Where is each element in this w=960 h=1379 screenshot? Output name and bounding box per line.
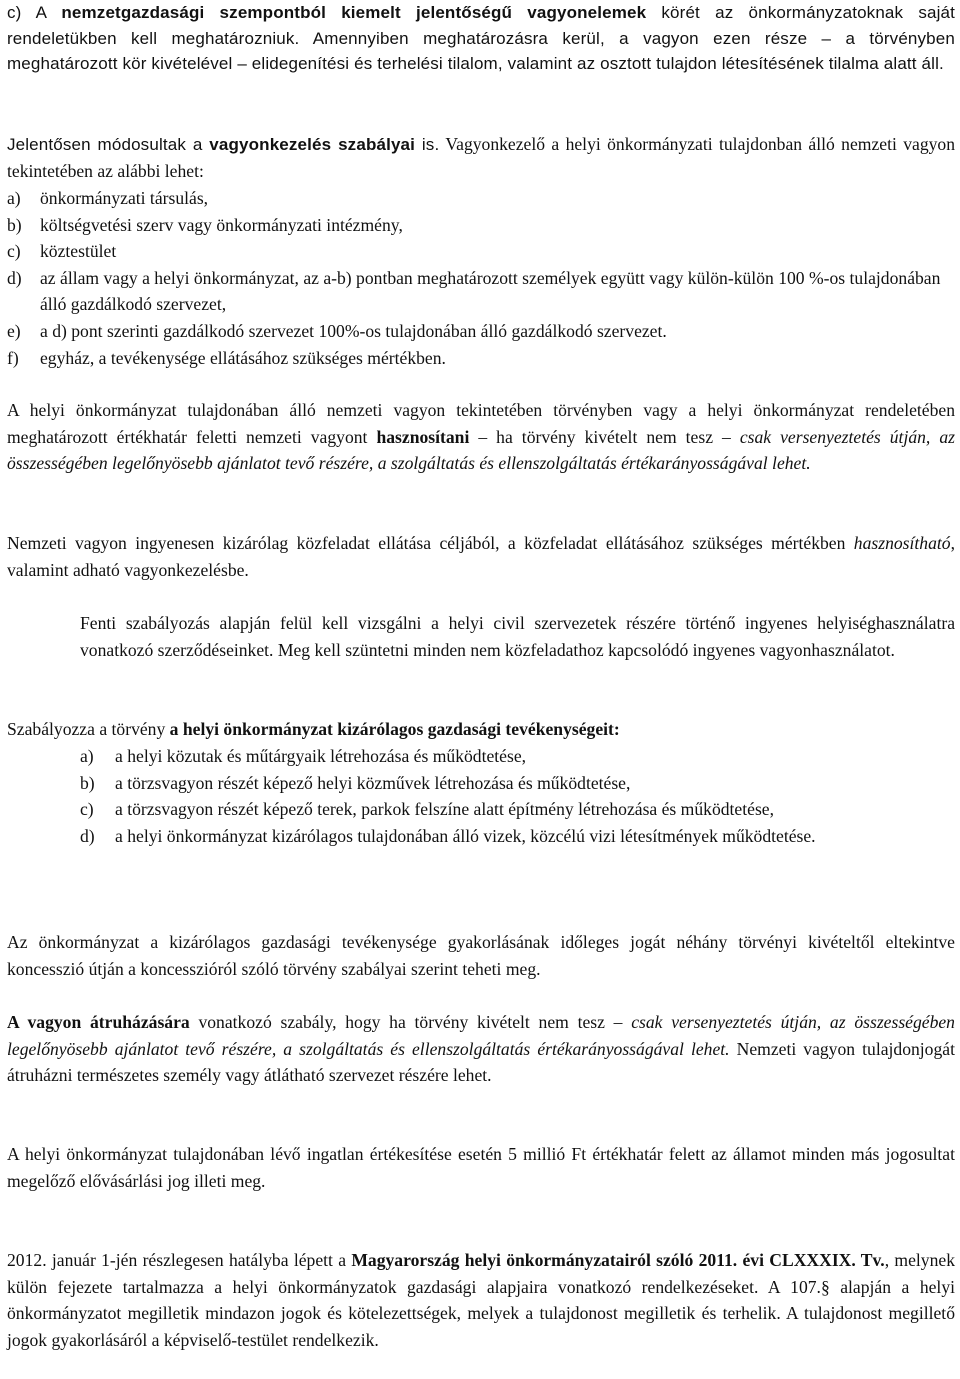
list-text: a helyi önkormányzat kizárólagos tulajdonában álló vizek, közcélú vizi létesítmények működtetése.	[115, 825, 816, 846]
paragraph-national-assets	[7, 0, 955, 77]
list-item	[7, 185, 955, 212]
p1-post: körét az	[646, 3, 734, 22]
p3-bold: hasznosítani	[376, 426, 470, 447]
list-item	[7, 265, 955, 318]
p10-prefix: 2012. január 1-jén részlegesen hatályba lépett a	[7, 1250, 352, 1270]
p4-italic: hasznosítható	[853, 533, 951, 553]
p5-text: Fenti szabályozás alapján felül kell vizsgálni a helyi civil szervezetek részére történő ingyenes helyiséghasználatra vonatkozó szerződéseinket. Meg kell szüntetni minden nem közfeladathoz kapcsolódó ingyenes vagyonhasználatot.	[80, 613, 955, 660]
list-label: a)	[80, 746, 94, 766]
list-text: a d) pont szerinti gazdálkodó szervezet 100%-os tulajdonában álló gazdálkodó szervezet.	[40, 320, 667, 341]
list-text: a törzsvagyon részét képező helyi közművek létrehozása és működtetése,	[115, 772, 631, 793]
list-text: egyház, a tevékenysége ellátásához szükséges mértékben.	[40, 347, 446, 368]
p2-mid: is.	[415, 135, 440, 154]
list-text: a törzsvagyon részét képező terek, parkok felszíne alatt építmény létrehozása és működtetése,	[115, 799, 774, 820]
list-text: a helyi közutak és műtárgyaik létrehozása és működtetése,	[115, 746, 527, 766]
list-item	[80, 770, 955, 797]
list-label: a)	[7, 188, 21, 208]
paragraph-utilization	[7, 397, 955, 477]
list-label: d)	[80, 825, 95, 846]
list-item	[80, 796, 955, 823]
p7-text: Az önkormányzat a kizárólagos gazdasági tevékenysége gyakorlásának időleges jogát néhány törvényi kivételtől eltekintve koncesszió útján a koncesszióról szóló törvény szabályai szerint teheti meg.	[7, 932, 955, 979]
paragraph-asset-management	[7, 131, 955, 185]
list-text: költségvetési szerv vagy önkormányzati intézmény,	[40, 214, 403, 235]
list-item	[7, 212, 955, 239]
p1-prefix: c) A	[7, 3, 62, 22]
p6-prefix: Szabályozza a törvény	[7, 719, 170, 739]
list-text: önkormányzati társulás,	[40, 188, 209, 208]
p10-bold: Magyarország helyi önkormányzatairól szóló 2011. évi CLXXXIX. Tv.	[351, 1250, 885, 1270]
p3-mid: – ha törvény kivételt nem tesz –	[469, 426, 740, 447]
paragraph-preemption	[7, 1141, 955, 1194]
list-text: köztestület	[40, 241, 117, 262]
paragraph-exclusive-activities	[7, 716, 955, 743]
p9-text: A helyi önkormányzat tulajdonában lévő ingatlan értékesítése esetén 5 millió Ft értékhatár felett az államot minden más jogosultat megelőző elővásárlási jog illeti meg.	[7, 1144, 955, 1191]
p4-prefix: Nemzeti vagyon ingyenesen kizárólag közfeladat ellátása céljából, a közfeladat ellátásához szükséges mértékben	[7, 533, 854, 553]
p2-prefix: Jelentősen módosultak a	[7, 135, 210, 154]
list-text: az állam vagy a helyi önkormányzat, az a-b) pontban meghatározott személyek együtt vagy külön-külön 100 %-os tulajdonában álló gazdálkodó szervezet,	[40, 267, 941, 315]
list-item	[7, 318, 955, 345]
list-label: e)	[7, 320, 21, 341]
paragraph-concession	[7, 929, 955, 982]
list-item	[80, 823, 955, 850]
list-label: b)	[7, 214, 22, 235]
p2-bold: vagyonkezelés szabályai	[209, 135, 416, 154]
p4-post: , valamint adható vagyonkezelésbe.	[7, 533, 955, 580]
list-item	[80, 743, 955, 770]
p8-post: Nemzeti vagyon tulajdonjogát átruházni természetes személy vagy átlátható szervezet részére lehet.	[7, 1038, 955, 1086]
p1-rest: önkormányzatoknak saját rendeletükben kell meghatározniuk. Amennyiben meghatározásra kerül, a vagyon ezen része – a törvényben meghatározott kör kivételével – elidegenítési és terhelési tilalom, valamint az osztott tulajdon létesítésének tilalma alatt áll.	[7, 3, 955, 73]
p2-post: Vagyonkezelő a helyi önkormányzati tulajdonban álló nemzeti vagyon tekintetében az alábbi lehet:	[7, 134, 956, 181]
list-item	[7, 345, 955, 372]
p3-prefix: A helyi önkormányzat tulajdonában álló nemzeti vagyon tekintetében törvényben vagy a helyi önkormányzat rendeletében meghatározott értékhatár feletti nemzeti vagyont	[7, 400, 955, 447]
paragraph-transfer	[7, 1009, 955, 1089]
p3-italic: csak versenyeztetés útján, az összességében legelőnyösebb ajánlatot tevő részére, a szolgáltatás és ellenszolgáltatás értékarányosságával lehet.	[7, 426, 955, 474]
paragraph-local-government-act	[7, 1247, 955, 1353]
p6-bold: a helyi önkormányzat kizárólagos gazdasági tevékenységeit:	[169, 719, 620, 739]
paragraph-review-contracts	[80, 610, 955, 663]
list-label: c)	[7, 241, 21, 262]
paragraph-free-use	[7, 530, 955, 583]
asset-manager-list	[7, 185, 955, 371]
p8-italic: csak versenyeztetés útján, az összességében legelőnyösebb ajánlatot tevő részére, a szolgáltatás és ellenszolgáltatás értékarányosságával lehet.	[7, 1012, 955, 1059]
p1-bold: nemzetgazdasági szempontból kiemelt jelentőségű vagyonelemek	[61, 3, 647, 22]
p8-prefix: vonatkozó szabály, hogy ha törvény kivételt nem tesz –	[189, 1012, 632, 1032]
list-label: f)	[7, 347, 19, 368]
list-label: b)	[80, 772, 95, 793]
exclusive-activities-list	[80, 743, 955, 849]
p10-post: , melynek külön fejezete tartalmazza a helyi önkormányzatok gazdasági alapjaira vonatkozó rendelkezéseket. A 107.§ alapján a helyi önkormányzatot megilletik mindazon jogok és kötelezettségek, melyek a tulajdonost megilletik és terhelik. A tulajdonost megillető jogok gyakorlásáról a képviselő-testület rendelkezik.	[7, 1250, 955, 1350]
p8-bold: A vagyon átruházására	[7, 1012, 190, 1032]
list-label: d)	[7, 267, 22, 288]
list-item	[7, 238, 955, 265]
list-label: c)	[80, 799, 94, 820]
